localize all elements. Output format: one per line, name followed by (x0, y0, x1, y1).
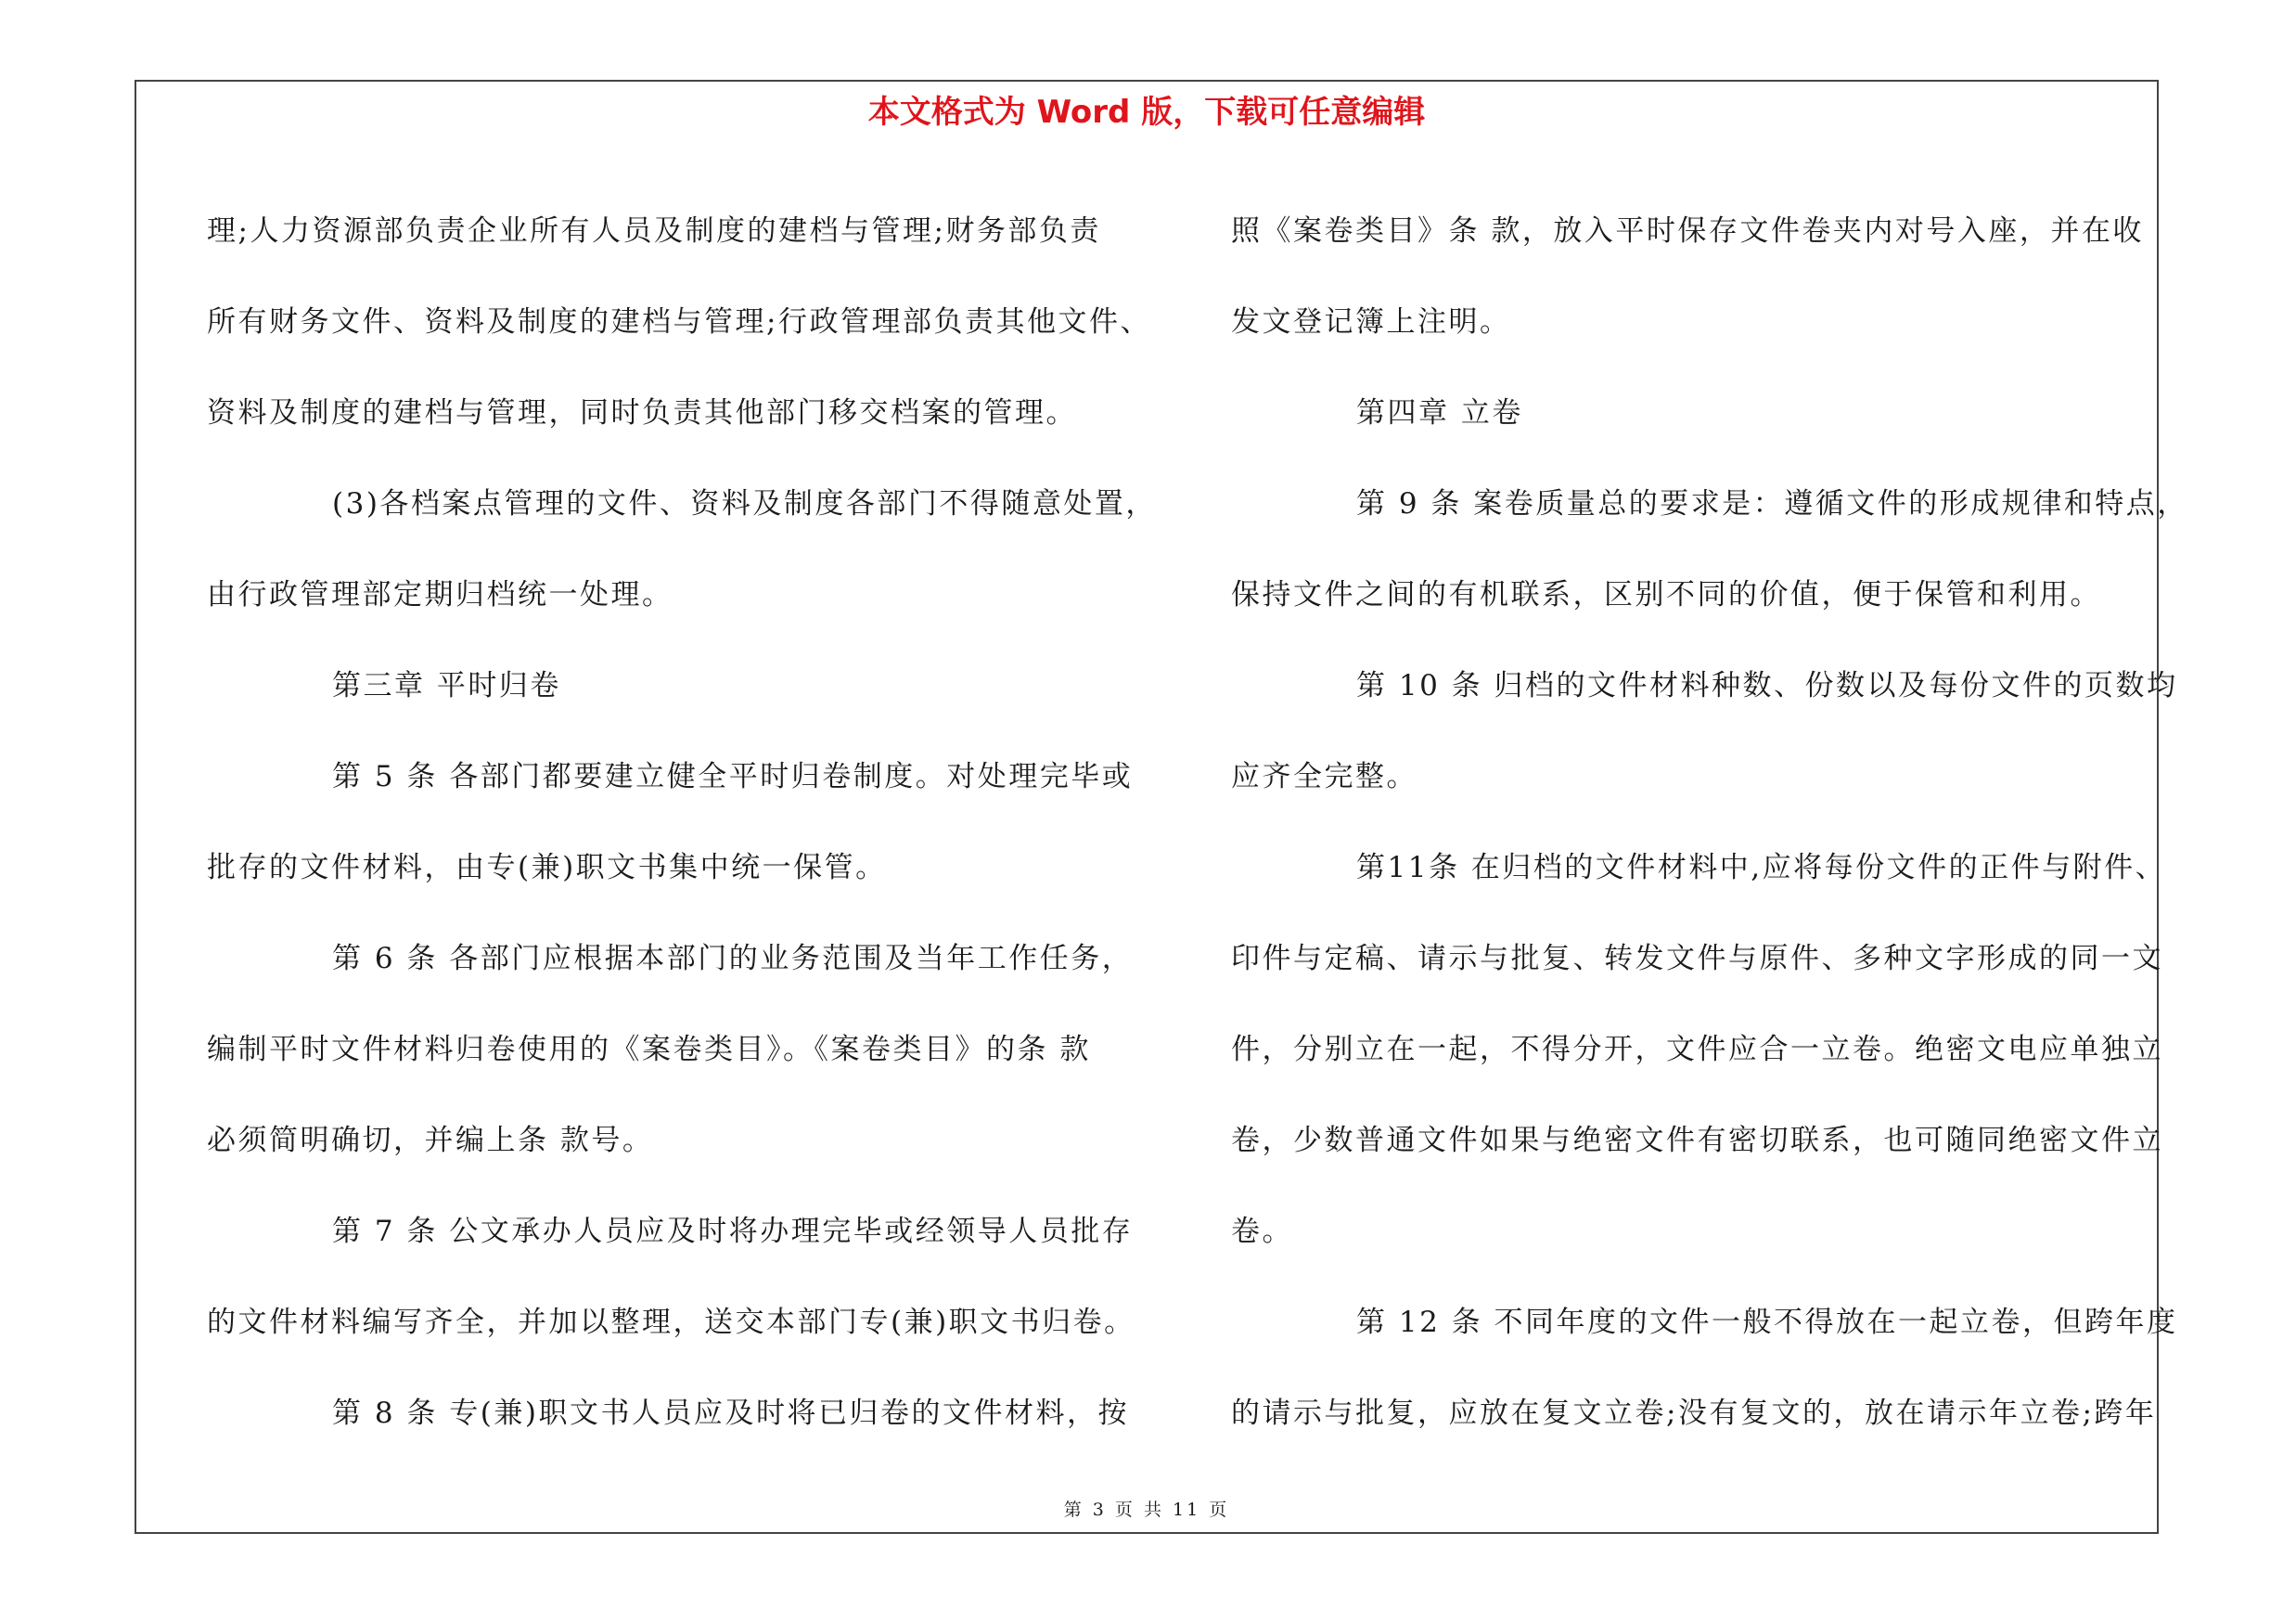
text-line: 卷，少数普通文件如果与绝密文件有密切联系，也可随同绝密文件立 (1231, 1124, 2163, 1157)
text-line: 由行政管理部定期归档统一处理。 (207, 578, 673, 612)
text-line: 件，分别立在一起，不得分开，文件应合一立卷。绝密文电应单独立 (1231, 1033, 2163, 1066)
text-line: 卷。 (1231, 1215, 1293, 1248)
text-line: 发文登记簿上注明。 (1231, 305, 1511, 339)
text-line: 应齐全完整。 (1231, 760, 1417, 793)
text-line: 第 10 条 归档的文件材料种数、份数以及每份文件的页数均 (1356, 669, 2178, 702)
text-line: 批存的文件材料，由专(兼)职文书集中统一保管。 (207, 851, 887, 884)
chapter-heading: 第三章 平时归卷 (332, 669, 561, 702)
text-line: 所有财务文件、资料及制度的建档与管理;行政管理部负责其他文件、 (207, 305, 1151, 339)
text-line: 的请示与批复，应放在复文立卷;没有复文的，放在请示年立卷;跨年 (1231, 1397, 2157, 1430)
text-line: 第 5 条 各部门都要建立健全平时归卷制度。对处理完毕或 (332, 760, 1134, 793)
text-line: (3)各档案点管理的文件、资料及制度各部门不得随意处置， (332, 487, 1157, 521)
page-number: 第 3 页 共 11 页 (1063, 1500, 1230, 1520)
text-line: 第 12 条 不同年度的文件一般不得放在一起立卷，但跨年度 (1356, 1306, 2178, 1339)
left-column (207, 186, 1157, 1459)
text-line: 第 9 条 案卷质量总的要求是：遵循文件的形成规律和特点， (1356, 487, 2188, 521)
text-line: 编制平时文件材料归卷使用的《案卷类目》。《案卷类目》的条 款 (207, 1033, 1091, 1066)
text-line: 第 6 条 各部门应根据本部门的业务范围及当年工作任务， (332, 942, 1134, 975)
text-line: 第 7 条 公文承办人员应及时将办理完毕或经领导人员批存 (332, 1215, 1134, 1248)
page-frame (135, 80, 2188, 1534)
text-line: 印件与定稿、请示与批复、转发文件与原件、多种文字形成的同一文 (1231, 942, 2163, 975)
text-line: 第11条 在归档的文件材料中,应将每份文件的正件与附件、 (1356, 851, 2167, 884)
header-banner: 本文格式为 Word 版，下载可任意编辑 (867, 94, 1426, 131)
text-line: 理;人力资源部负责企业所有人员及制度的建档与管理;财务部负责 (207, 214, 1101, 248)
text-line: 的文件材料编写齐全，并加以整理，送交本部门专(兼)职文书归卷。 (207, 1306, 1135, 1339)
right-column (1231, 186, 2188, 1459)
text-line: 第 8 条 专(兼)职文书人员应及时将已归卷的文件材料，按 (332, 1397, 1129, 1430)
text-line: 资料及制度的建档与管理，同时负责其他部门移交档案的管理。 (207, 396, 1077, 430)
text-line: 照《案卷类目》条 款，放入平时保存文件卷夹内对号入座，并在收 (1231, 214, 2144, 248)
text-line: 保持文件之间的有机联系，区别不同的价值，便于保管和利用。 (1231, 578, 2101, 612)
text-line: 必须简明确切，并编上条 款号。 (207, 1124, 654, 1157)
chapter-heading: 第四章 立卷 (1356, 396, 1523, 430)
